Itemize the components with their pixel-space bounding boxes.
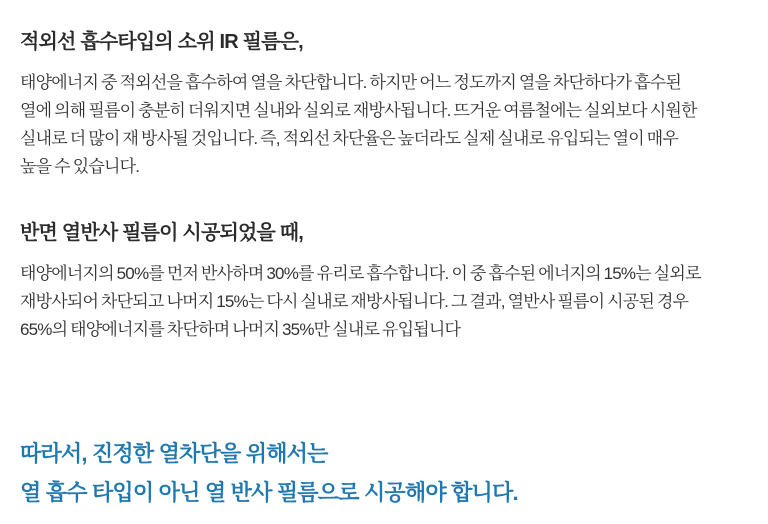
section-heading-ir-film: 적외선 흡수타입의 소위 IR 필름은,: [20, 31, 303, 53]
section-heat-reflective-film: [20, 219, 750, 344]
body-line: 실내로 더 많이 재 방사될 것입니다. 즉, 적외선 차단율은 높더라도 실제 실내로 유입되는 열이 매우: [20, 129, 679, 148]
section-ir-absorption-film: [20, 28, 750, 181]
body-line: 65%의 태양에너지를 차단하며 나머지 35%만 실내로 유입됩니다: [20, 320, 461, 339]
section-heading-reflective-film: 반면 열반사 필름이 시공되었을 때,: [20, 222, 304, 244]
section-body-reflective-film: [20, 260, 750, 344]
conclusion-line: 따라서, 진정한 열차단을 위해서는: [20, 441, 328, 466]
body-line: 높을 수 있습니다.: [20, 157, 140, 176]
body-line: 태양에너지의 50%를 먼저 반사하며 30%를 유리로 흡수합니다. 이 중 흡수된 에너지의 15%는 실외로: [20, 264, 701, 283]
section-body-ir-film: [20, 69, 750, 181]
body-line: 열에 의해 필름이 충분히 더워지면 실내와 실외로 재방사됩니다. 뜨거운 여름철에는 실외보다 시원한: [20, 101, 697, 120]
conclusion-statement: [20, 434, 750, 512]
conclusion-line: 열 흡수 타입이 아닌 열 반사 필름으로 시공해야 합니다.: [20, 480, 518, 505]
body-line: 태양에너지 중 적외선을 흡수하여 열을 차단합니다. 하지만 어느 정도까지 열을 차단하다가 흡수된: [20, 73, 681, 92]
body-line: 재방사되어 차단되고 나머지 15%는 다시 실내로 재방사됩니다. 그 결과, 열반사 필름이 시공된 경우: [20, 292, 689, 311]
